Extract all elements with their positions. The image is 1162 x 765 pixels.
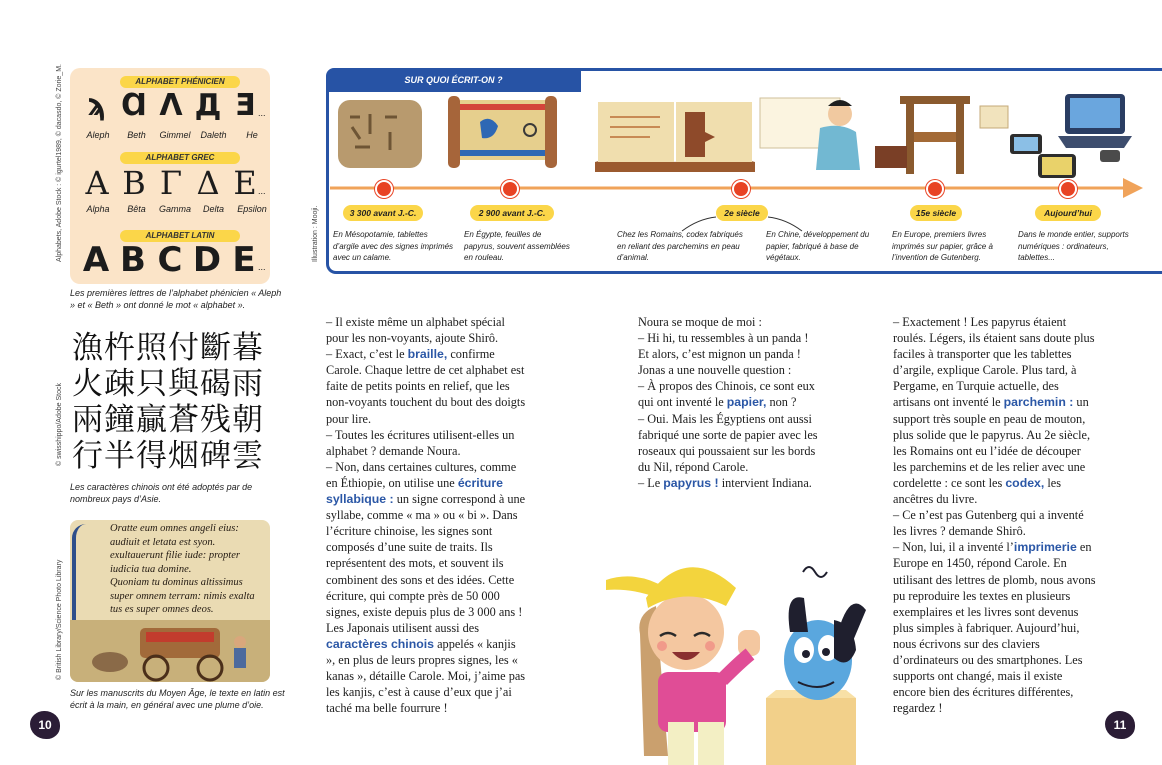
era-label: 3 300 avant J.-C. [343,205,423,221]
page-number-left: 10 [30,711,60,739]
paragraph [893,539,1097,716]
manuscript-image [70,520,270,682]
glyph: Ɑ [121,88,147,123]
timeline-dot [1059,180,1077,198]
era-text: Dans le monde entier, supports numériques : ordinateurs, tablettes... [1018,230,1129,262]
keyword-imprimerie: imprimerie [1013,540,1077,555]
text-run: – Non, dans certaines cultures, comme en Éthiopie, on utilise une [326,459,517,490]
paragraph: – Toutes les écritures utilisent-elles un alphabet ? demande Noura. [326,427,515,458]
letter-name: Epsilon [237,204,267,214]
glyph: Д [194,88,222,123]
text-run: les ancêtres du livre. [893,475,1062,507]
era-text: En Égypte, feuilles de papyrus, souvent assemblées en rouleau. [464,230,570,262]
alphabet-credit: Alphabets, Adobe Stock : © igurtel1989, © dacasdo, © Zorie_M. [56,64,63,262]
latin-title: ALPHABET LATIN [120,230,240,242]
ellipsis: ... [258,262,266,272]
kanji-credit: © swisshippo/Adobe Stock [56,383,63,466]
glyph: Λ [159,88,183,123]
letter-name: Alpha [86,204,110,214]
letter-name: Gamma [158,204,191,214]
alphabet-caption: Les premières lettres de l’alphabet phénicien « Aleph » et « Beth » ont donné le mot « alphabet ». [70,288,282,310]
paragraph [893,314,1097,507]
digital-devices-image [1010,94,1132,178]
text-run: un support très souple en peau de mouton, plus solide que le papyrus. Au 2e siècle, les Romains ont eu l’idée de découper les parchemins et de les relier avec une cordelette : ce sont les [893,395,1091,490]
paragraph: Jonas a une nouvelle question : [638,363,792,378]
page-number-right: 11 [1105,711,1135,739]
manuscript-line: iudicia tua domine. [110,563,192,575]
keyword-caracteres-chinois: caractères chinois [326,636,435,651]
letter-name: He [246,130,258,140]
paragraph: – Ce n’est pas Gutenberg qui a inventé les livres ? demande Shirô. [893,508,1084,539]
text-run: – Non, lui, il a inventé l’ [893,540,1014,555]
girl-character [606,567,760,765]
grec-names [80,204,270,214]
era-text: En Europe, premiers livres imprimés sur papier, grâce à l’invention de Gutenberg. [892,230,993,262]
text-run: appelés « kanjis », en plus de leurs propres signes, les « kanas », détaille Carole. Moi, j’aime pas les kanjis, c’est à cause d’eux que j’ai taché ma belle fourrure ! [326,636,526,716]
paragraph [326,459,526,717]
paragraph: – Il existe même un alphabet spécial pour les non-voyants, ajoute Shirô. [326,315,505,346]
letter: Α [85,164,109,202]
paragraph [326,346,526,426]
letter: Ε [233,164,257,202]
ellipsis: ... [258,108,266,118]
panda-cat-character [766,567,866,765]
text-run: en Europe en 1450, répond Carole. En utilisant des lettres de plomb, nous avons pu reproduire les textes en plusieurs exemplaires et les livres sont devenus plus simples à fabriquer. Aujourd’hui, nous écrivons sur des claviers d’ordinateurs ou des smartphones. Les supports ont changé, mais il existe encore bien des écritures différentes, regardez ! [893,540,1096,716]
paper-maker-image [760,98,860,170]
timeline-dot [501,180,519,198]
paragraph [638,475,826,491]
era-label: 15e siècle [910,205,962,221]
keyword-codex: codex, [1005,475,1045,490]
keyword-papier: papier, [726,395,767,410]
ellipsis: ... [258,186,266,196]
text-run: non ? [766,395,797,410]
letter: A [82,240,112,280]
grec-title: ALPHABET GREC [120,152,240,164]
manuscript-credit: © British Library/Science Photo Library [56,559,63,680]
era-label: 2 900 avant J.-C. [470,205,554,221]
letter: Γ [159,164,183,202]
era-text: Chez les Romains, codex fabriqués en reliant des parchemins en peau d’animal. [617,230,743,262]
timeline-dot [375,180,393,198]
manuscript-text [110,522,270,617]
text-run: – À propos des Chinois, ce sont eux qui ont inventé le [638,379,815,410]
letter-name: Daleth [200,130,227,140]
text-run: – Le [638,475,664,490]
manuscript-line: audiuit et letata est syon. [110,536,216,548]
characters-illustration [598,522,868,765]
letter: Β [122,164,146,202]
printing-press-image [875,96,1008,174]
kanji-row: 漁杵照付斷暮 [72,330,264,366]
kanji-block [72,330,272,474]
paragraph: Noura se moque de moi : [638,315,762,329]
keyword-braille: braille, [407,347,448,362]
timeline-title: SUR QUOI ÉCRIT-ON ? [326,68,581,92]
era-label: 2e siècle [716,205,768,221]
kanji-row: 兩鐘贏蒼残朝 [72,402,264,438]
text-column-3 [893,314,1097,716]
letter-name: Delta [202,204,224,214]
letter: E [232,240,258,280]
phenicien-names [80,130,270,140]
paragraph: – Hi hi, tu ressembles à un panda ! [638,331,809,346]
clay-tablet-image [338,100,422,168]
keyword-papyrus: papyrus ! [663,475,719,490]
manuscript-line: tus es super omnes deos. [110,604,214,615]
manuscript-line: super omnem terram: nimis exalta [110,590,255,602]
glyph: ϡ [87,88,107,123]
text-run: confirme Carole. Chaque lettre de cet alphabet est faite de petits points en relief, que les non-voyants touchent du bout des doigts pour lire. [326,347,526,426]
timeline-dot [926,180,944,198]
text-run: – Exact, c’est le [326,347,408,362]
letter: B [120,240,148,280]
manuscript-illumination [70,620,270,682]
kanji-row: 火疎只與碣雨 [72,366,264,402]
letter-name: Aleph [86,130,110,140]
letter: Δ [196,164,220,202]
timeline-dot [732,180,750,198]
era-label: Aujourd’hui [1035,205,1101,221]
kanji-row: 行半得烟碑雲 [72,438,264,474]
text-column-1 [326,314,526,716]
letter-name: Beth [127,130,146,140]
manuscript-line: Oratte eum omnes angeli eius: [110,523,239,534]
grec-letters [80,164,262,202]
letter: C [157,240,185,280]
phenicien-glyphs [80,88,262,123]
paragraph: – Oui. Mais les Égyptiens ont aussi fabriqué une sorte de papier avec les roseaux qui poussaient sur les bords du Nil, répond Carole. [638,411,818,474]
timeline-arrow-head [1123,178,1143,198]
text-run: un signe correspond à une syllabe, comme « ma » ou « bi ». Dans l’écriture chinoise, les signes sont composés d’une suite de traits. Ils représentent des mots, et souvent ils combinent des sons et des idées. Cette écriture, qui compte près de 50 000 signes, existe depuis plus de 3 000 ans ! Les Japonais utilisent aussi des [326,492,526,635]
letter: D [192,240,224,280]
manuscript-line: Quoniam tu dominus altissimus [110,577,243,588]
alphabet-box [70,68,270,284]
paragraph: Et alors, c’est mignon un panda ! [638,347,801,362]
keyword-parchemin: parchemin : [1003,395,1074,410]
era-text: En Chine, développement du papier, fabriqué à base de végétaux. [766,230,870,262]
kanji-caption: Les caractères chinois ont été adoptés par de nombreux pays d’Asie. [70,482,253,504]
glyph: Ǝ [234,88,256,123]
timeline-credit: Illustration : Mooji. [312,205,319,262]
phenicien-title: ALPHABET PHÉNICIEN [120,76,240,88]
keyword-syllabique: écriture syllabique : [326,475,503,507]
manuscript-line: exultauerunt filie iude: propter [110,550,240,561]
manuscript-caption: Sur les manuscrits du Moyen Âge, le texte en latin est écrit à la main, en général avec une plume d’oie. [70,688,285,710]
paragraph [638,378,826,410]
codex-book-image [595,102,755,172]
papyrus-scroll-image [448,96,557,168]
latin-letters [80,240,262,280]
era-text: En Mésopotamie, tablettes d’argile avec des signes imprimés avec un calame. [333,230,454,262]
text-run: – Exactement ! Les papyrus étaient roulés. Légers, ils étaient sans doute plus faciles à transporter que les tablettes d’argile, explique Carole. Plus tard, à Pergame, en Turquie actuelle, des artisans ont inventé le [893,315,1095,410]
letter-name: Bêta [127,204,146,214]
letter-name: Gimmel [159,130,191,140]
text-run: intervient Indiana. [718,475,812,490]
text-column-2 [638,314,826,491]
